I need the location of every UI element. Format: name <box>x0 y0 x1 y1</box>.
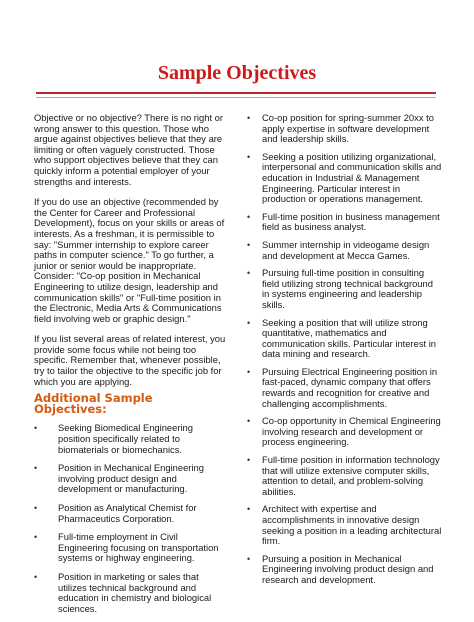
list-item <box>34 572 226 614</box>
list-item <box>247 113 442 145</box>
left-column <box>34 113 226 622</box>
left-objectives-list <box>34 423 226 614</box>
bullet-icon: • <box>247 239 251 250</box>
list-item-text: Pursuing Electrical Engineering position in fast-paced, dynamic company that offers rewards and recognition for creative and challenging accomplishments. <box>262 365 438 409</box>
right-objectives-list <box>247 113 442 586</box>
list-item <box>247 268 442 310</box>
bullet-icon: • <box>34 571 38 582</box>
related-interest-paragraph: If you list several areas of related interest, you provide some focus while not being too specific. Remember that, whenever possible, try to tailor the objective to the specific job for which you are applying. <box>34 333 226 387</box>
list-item <box>34 532 226 564</box>
list-item <box>247 504 442 546</box>
list-item <box>247 212 442 233</box>
list-item-text: Full-time position in information technology that will utilize extensive computer skills, attention to detail, and problem-solving abilities. <box>262 454 440 497</box>
list-item <box>247 416 442 448</box>
bullet-icon: • <box>247 151 251 162</box>
right-column <box>247 113 442 593</box>
list-item <box>247 318 442 360</box>
bullet-icon: • <box>34 532 38 543</box>
bullet-icon: • <box>247 268 251 279</box>
list-item <box>247 240 442 261</box>
list-item-text: Seeking Biomedical Engineering position specifically related to biomaterials or biomechanics. <box>58 422 193 455</box>
bullet-icon: • <box>247 113 251 123</box>
list-item <box>34 463 226 495</box>
bullet-icon: • <box>247 553 251 564</box>
bullet-icon: • <box>247 317 251 328</box>
list-item-text: Co-op opportunity in Chemical Engineering involving research and development or process engineering. <box>262 415 441 448</box>
list-item <box>247 367 442 409</box>
list-item-text: Pursuing full-time position in consulting field utilizing strong technical background in systems engineering and leadership skills. <box>262 267 433 310</box>
list-item-text: Seeking a position that will utilize strong quantitative, mathematics and communication skills. Particular interest in data mining and research. <box>262 316 437 360</box>
list-item-text: Full-time employment in Civil Engineering focusing on transportation systems or highway engineering. <box>58 531 219 564</box>
list-item-text: Architect with expertise and accomplishments in innovative design seeking a position in a leading architectural firm. <box>262 503 442 547</box>
list-item <box>247 554 442 586</box>
list-item-text: Position in marketing or sales that utilizes technical background and education in chemistry and biological sciences. <box>58 570 212 614</box>
intro-paragraph: Objective or no objective? There is no right or wrong answer to this question. Those who argue against objectives believe that they are limiting or often vaguely constructed. Those who support objectives believe that they can quickly inform a potential employer of your strengths and interests. <box>34 112 223 187</box>
list-item-text: Seeking a position utilizing organizational, interpersonal and communication skills and education in Industrial & Management Engineering. Particular interest in production or operations management. <box>262 150 442 205</box>
list-item-text: Position as Analytical Chemist for Pharmaceutics Corporation. <box>58 502 197 524</box>
list-item <box>247 152 442 205</box>
bullet-icon: • <box>247 416 251 427</box>
bullet-icon: • <box>247 504 251 515</box>
bullet-icon: • <box>247 211 251 222</box>
list-item <box>247 455 442 497</box>
list-item-text: Summer internship in videogame design and development at Mecca Games. <box>262 238 430 261</box>
list-item <box>34 423 226 455</box>
title-divider <box>36 92 436 98</box>
list-item <box>34 503 226 524</box>
bullet-icon: • <box>34 503 38 513</box>
objective-advice-paragraph: If you do use an objective (recommended by the Center for Career and Professional Development), focus on your skills or areas of interests. As a freshman, it is permissible to say: "Summer internship to explore career paths in computer science." To go further, a junior or senior would be inappropriate. Consider: "Co-op position in Mechanical Engineering to utilize design, leadership and communication skills" or "Full-time position in the Electronic, Media Arts & Communications field involving web or graphic design." <box>34 196 225 324</box>
additional-objectives-heading: Additional Sample Objectives: <box>34 391 153 416</box>
list-item-text: Pursuing a position in Mechanical Engineering involving product design and research and development. <box>262 552 434 585</box>
bullet-icon: • <box>34 463 38 474</box>
list-item-text: Co-op position for spring-summer 20xx to apply expertise in software development and leadership skills. <box>262 112 434 145</box>
bullet-icon: • <box>247 455 251 466</box>
list-item-text: Full-time position in business management field as business analyst. <box>262 210 440 233</box>
page-title: Sample Objectives <box>157 62 317 84</box>
list-item-text: Position in Mechanical Engineering involving product design and development or manufacturing. <box>58 462 204 495</box>
bullet-icon: • <box>247 366 251 377</box>
bullet-icon: • <box>34 423 38 434</box>
